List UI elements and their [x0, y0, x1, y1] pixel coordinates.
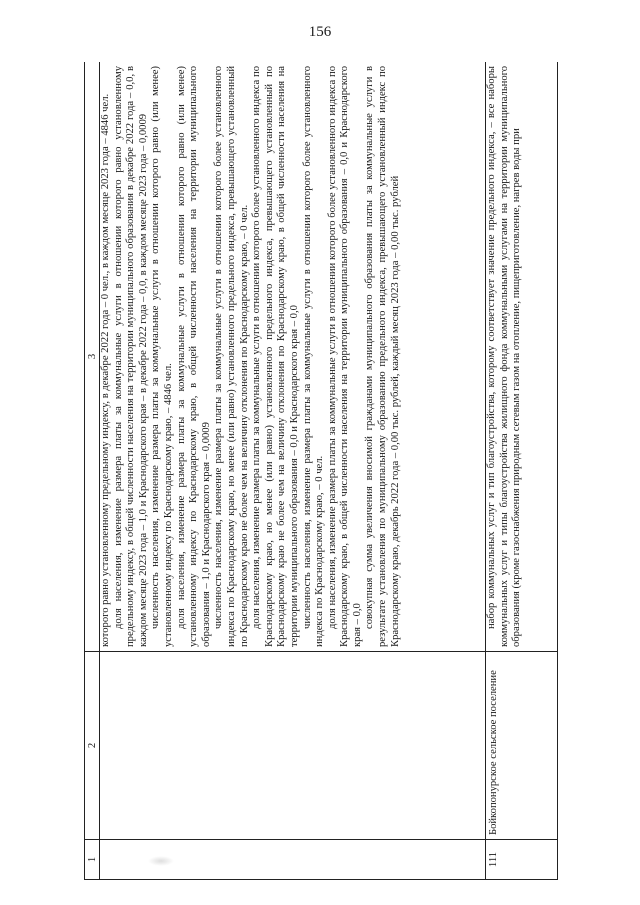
paragraph: совокупная сумма увеличения вносимой гражданами муниципального образования платы за коммунальные услуги в результате установления по муниципальному образованию предельного индекса, превышающего установленный индекс по Краснодарскому краю, декабрь 2022 года – 0,00 тыс. рублей, каждый месяц 2023 года – 0,00 тыс. рублей — [364, 66, 401, 647]
paragraph: численность населения, изменение размера платы за коммунальные услуги в отношении которого равно (или менее) установленному индексу по Краснодарскому краю, – 4846 чел. — [150, 66, 174, 647]
col-header-1: 1 — [85, 840, 100, 880]
table-header-row — [85, 62, 100, 880]
cell-description — [486, 62, 558, 652]
paragraph: набор коммунальных услуг и тип благоустройства, которому соответствует значение предельного индекса, – все наборы коммунальных услуг и типы благоустройства жилищного фонда коммунальными услугами на территории муниципального образования (кроме газоснабжения природным сетевым газом на отопление, пищеприготовление, нагрев воды при — [486, 66, 523, 647]
data-table — [84, 62, 558, 880]
page-number: 156 — [308, 24, 332, 40]
cell-name-empty — [100, 652, 486, 840]
col-header-3: 3 — [85, 62, 100, 652]
paragraph: доля населения, изменение размера платы за коммунальные услуги в отношении которого равно (или менее) установленному индексу по Краснодарскому краю, в общей численности населения на территории муниципального образования – 1,0 и Краснодарского края – 0,0009 — [175, 66, 212, 647]
paragraph: доля населения, изменение размера платы за коммунальные услуги в отношении которого более установленного индекса по Краснодарскому краю, в общей численности населения на территории муниципального образования – 0,0 и Краснодарского края – 0,0 — [326, 66, 363, 647]
scan-smudge — [148, 856, 174, 866]
paragraph: доля населения, изменение размера платы за коммунальные услуги в отношении которого более установленного индекса по Краснодарскому краю, но менее (или равно) установленного предельного индекса, превышающего установленный по Краснодарскому краю не более чем на величину отклонения по Краснодарскому краю, в общей численности населения на территории муниципального образования – 0,0 и Краснодарского края – 0,0 — [251, 66, 300, 647]
rotated-table-container — [84, 62, 558, 880]
landscape-sheet — [84, 62, 558, 880]
cell-description — [100, 62, 486, 652]
paragraph: численность населения, изменение размера платы за коммунальные услуги в отношении которого более установленного индекса по Краснодарскому краю, но менее (или равно) установленного предельного индекса, превышающего установленный по Краснодарскому краю не более чем на величину отклонения по Краснодарскому краю, – 0 чел. — [213, 66, 250, 647]
table-row-111 — [486, 62, 558, 880]
row-number: 111 — [486, 840, 558, 880]
paragraph: численность населения, изменение размера платы за коммунальные услуги в отношении которого более установленного индекса по Краснодарскому краю, – 0 чел. — [301, 66, 326, 647]
paragraph: которого равно установленному предельному индексу, в декабре 2022 года – 0 чел., в каждом месяце 2023 года – 4846 чел. — [100, 93, 111, 647]
col-header-2: 2 — [85, 652, 100, 840]
paragraph: доля населения, изменение размера платы за коммунальные услуги в отношении которого равно установленному предельному индексу, в общей численности населения на территории муниципального образования в декабре 2022 года – 0,0, в каждом месяце 2023 года – 1,0 и Краснодарского края – в декабре 2022 года – 0,0, в каждом месяце 2023 года – 0,0009 — [112, 66, 149, 647]
table-row-continued — [100, 62, 486, 880]
municipality-name: Бойкопонурское сельское поселение — [486, 652, 558, 840]
